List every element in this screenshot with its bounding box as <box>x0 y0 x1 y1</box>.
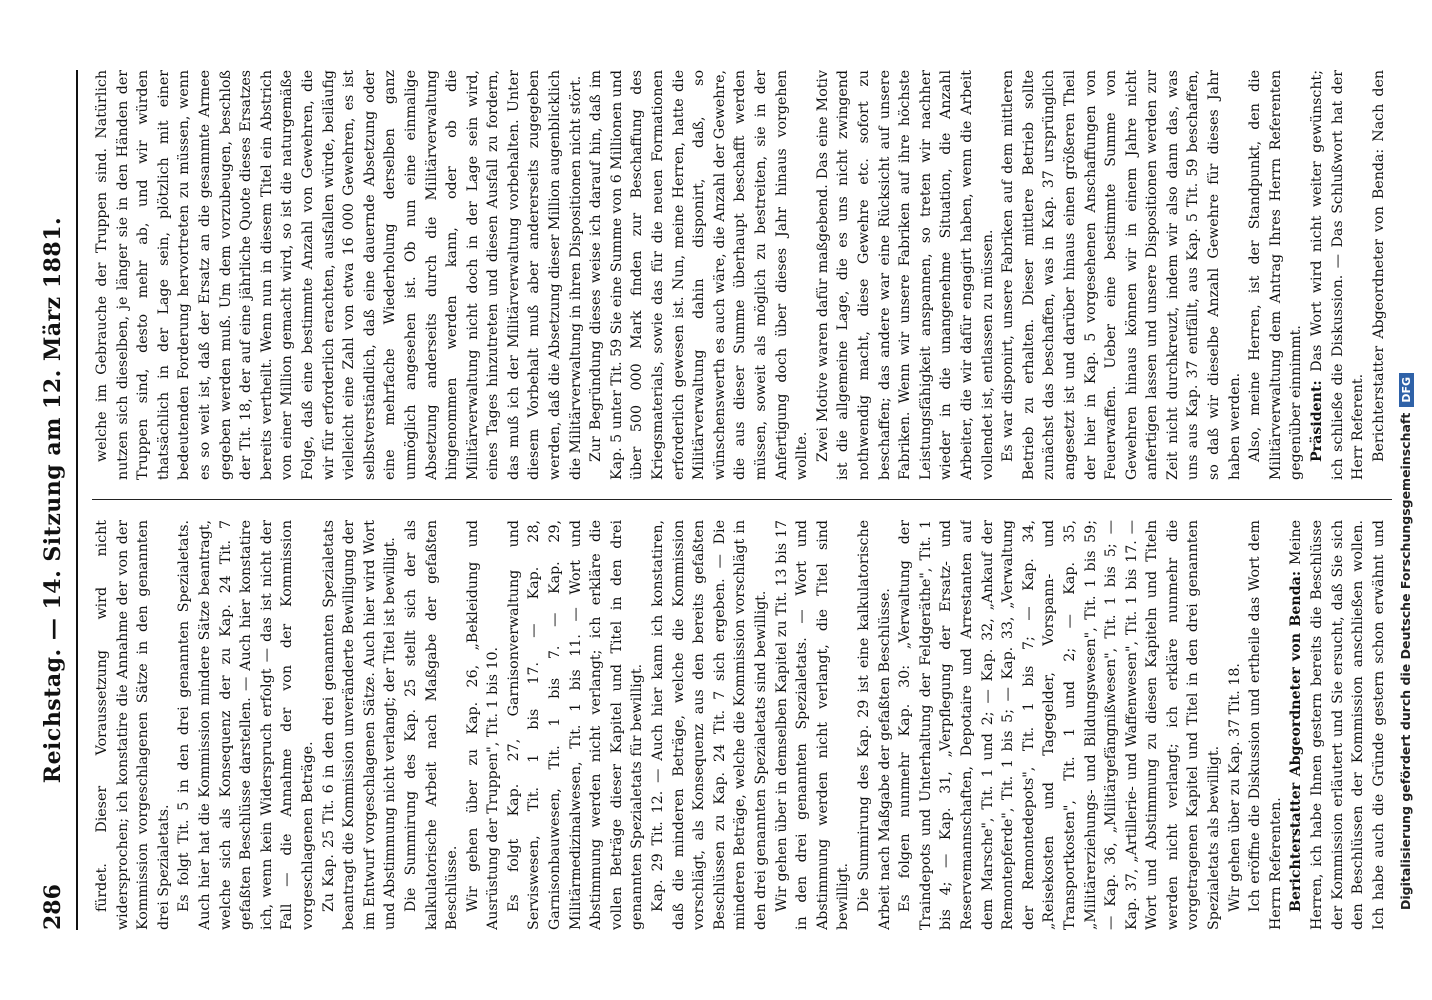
paragraph <box>1307 70 1369 480</box>
dfg-logo: DFG <box>1399 373 1414 407</box>
paragraph-text: Kap. 29 Tit. 12. — Auch hier kann ich konstatiren, daß die minderen Beträge, welche die Kommission vorschlägt, als Konsequenz aus den bereits gefaßten Beschlüssen zu Kap. 24 Tit. 7 sich ergeben. — Die minderen Beträge, welche die Kommission vorschlägt in den drei genannten Spezialetats sind bewilligt. <box>650 520 769 930</box>
paragraph-text: Wir gehen über zu Kap. 37 Tit. 18. <box>1226 663 1243 912</box>
paragraph <box>895 520 1225 930</box>
credit-text: Digitalisierung gefördert durch die Deutsche Forschungsgemeinschaft <box>1398 412 1413 910</box>
speaker-label: Präsident: <box>1309 380 1326 462</box>
paragraph-text: Es folgen nunmehr Kap. 30: „Verwaltung der Traindepots und Unterhaltung der Feldgeräthe", Tit. 1 bis 4; — Kap. 31, „Verpflegung der Ersatz- und Reservemannschaften, Depotaire und Arrestanten auf dem Marsche", Tit. 1 und 2; — Kap. 32, „Ankauf der Remontepferde", Tit. 1 bis 5; — Kap. 33, „Verwaltung der Remontedepots", Tit. 1 bis 7; — Kap. 34, „Reisekosten und Tagegelder, Vorspann- und Transportkosten", Tit. 1 und 2; — Kap. 35, „Militärerziehungs- und Bildungswesen", Tit. 1 bis 59; — Kap. 36, „Militärgefängnißwesen", Tit. 1 bis 5; — Kap. 37, „Artillerie- und Waffenwesen", Tit. 1 bis 17. — Wort und Abstimmung zu diesen Kapiteln und Titeln werden nicht verlangt; ich erkläre nunmehr die vorgetragenen Kapitel und Titel in den drei genannten Spezialetats als bewilligt. <box>897 520 1223 930</box>
paragraph <box>648 520 772 930</box>
paragraph-text: Die Summirung des Kap. 29 ist eine kalkulatorische Arbeit nach Maßgabe der gefaßten Beschlüsse. <box>855 520 893 930</box>
page-header <box>40 70 74 930</box>
speaker-label: Berichterstatter Abgeordneter von Benda: <box>1288 570 1305 912</box>
paragraph <box>998 70 1245 480</box>
right-column <box>92 70 1392 480</box>
paragraph <box>401 520 463 930</box>
paragraph-text: Zur Begründung dieses weise ich darauf hin, daß im Kap. 5 unter Tit. 59 Sie eine Summe von 6 Millionen und über 500 000 Mark finden zur Beschaffung des Kriegsmaterials, sowie das für die neuen Formationen erforderlich gewesen ist. Nun, meine Herren, hatte die Militärverwaltung dahin disponirt, daß, so wünschenswerth es auch wäre, die Anzahl der Gewehre, die aus dieser Summe überhaupt beschafft werden müssen, soweit als möglich zu bestreiten, sie in der Anfertigung doch über dieses Jahr hinaus vorgehen wollte. <box>588 70 811 480</box>
paragraph <box>586 70 813 480</box>
paragraph <box>1286 520 1392 930</box>
paragraph <box>92 520 174 930</box>
paragraph <box>504 520 648 930</box>
paragraph <box>772 520 854 930</box>
running-title: Reichstag. — 14. Sitzung am 12. März 1881. <box>40 216 66 784</box>
paragraph-text: Die Summirung des Kap. 25 stellt sich der als kalkulatorische Arbeit nach Maßgabe der gefaßten Beschlüsse. <box>402 520 461 930</box>
paragraph <box>813 70 998 480</box>
paragraph-text: Es folgt Tit. 5 in den drei genannten Spezialetats. Auch hier hat die Kommission mindere Sätze beantragt, welche sich als Konsequenz der zu Kap. 24 Tit. 7 gefaßten Beschlüsse darstellen. — Auch hier konstatire ich, wenn kein Widerspruch erfolgt — das ist nicht der Fall — die Annahme der von der Kommission vorgeschlagenen Beträge. <box>176 520 316 930</box>
paragraph-text: fürdet. Dieser Voraussetzung wird nicht widersprochen; ich konstatire die Annahme der von der Kommission vorgeschlagenen Sätze in den genannten drei Spezialetats. <box>94 520 172 930</box>
header-rule <box>76 70 78 930</box>
paragraph-text: welche im Gebrauche der Truppen sind. Natürlich nutzen sich dieselben, je länger sie in den Händen der Truppen sind, desto mehr ab, und wir würden thatsächlich in der Lage sein, plötzlich mit einer bedeutenden Forderung hervortreten zu müssen, wenn es so weit ist, daß der Ersatz an die gesammte Armee gegeben werden muß. Um dem vorzubeugen, beschloß der Tit. 18, der auf eine jährliche Quote dieses Ersatzes bereits vertheilt. Wenn nun in diesem Titel ein Abstrich von einer Million gemacht wird, so ist die naturgemäße Folge, daß eine bestimmte Anzahl von Gewehren, die wir für erforderlich erachten, ausfallen würde, beiläufig vielleicht eine Zahl von etwa 16 000 Gewehren, es ist selbstverständlich, daß eine dauernde Absetzung oder eine mehrfache Wiederholung derselben ganz unmöglich angesehen ist. Ob nun eine einmalige Absetzung anderseits durch die Militärverwaltung hingenommen werden kann, oder ob die Militärverwaltung nicht doch in der Lage sein wird, eines Tages hinzutreten und diesen Ausfall zu fordern, das muß ich der Militärverwaltung vorbehalten. Unter diesem Vorbehalt muß aber andererseits zugegeben werden, daß die Absetzung dieser Million augenblicklich die Militärverwaltung in ihren Dispositionen nicht stört. <box>94 70 584 480</box>
paragraph-text: Wir gehen über in demselben Kapitel zu Tit. 13 bis 17 in den drei genannten Spezialetats. — Wort und Abstimmung werden nicht verlangt, die Titel sind bewilligt. <box>773 520 852 930</box>
paragraph-text: Meine Herren, ich habe Ihnen gestern bereits die Beschlüsse der Kommission erläutert und Sie ersucht, daß Sie sich den Beschlüssen der Kommission anschließen wollen. Ich habe auch die Gründe gestern schon erwähnt und <box>1288 520 1387 930</box>
paragraph-text: Es folgt Kap. 27, Garnisonverwaltung und Serviswesen, Tit. 1 bis 17. — Kap. 28, Garnisonbauwesen, Tit. 1 bis 7. — Kap. 29, Militärmedizinalwesen, Tit. 1 bis 11. — Wort und Abstimmung werden nicht verlangt; ich erkläre die vollen Beträge dieser Kapitel und Titel in den drei genannten Spezialetats für bewilligt. <box>505 520 646 930</box>
text-columns <box>92 70 1392 930</box>
paragraph-text: Also, meine Herren, ist der Standpunkt, den die Militärverwaltung dem Antrag Ihres Herrn Referenten gegenüber einnimmt. <box>1247 70 1305 480</box>
left-column <box>92 520 1392 930</box>
paragraph <box>1245 70 1307 480</box>
paragraph <box>319 520 401 930</box>
paragraph-text: Zu Kap. 25 Tit. 6 in den drei genannten Spezialetats beantragt die Kommission unveränderte Bewilligung der im Entwurf vorgeschlagenen Sätze. Auch hier wird Wort und Abstimmung nicht verlangt; der Titel ist bewilligt. <box>320 520 399 930</box>
paragraph-text: Das Wort wird nicht weiter gewünscht; ich schließe die Diskussion. — Das Schlußwort hat der Herr Referent. <box>1309 70 1367 480</box>
paragraph <box>174 520 318 930</box>
paragraph <box>463 520 504 930</box>
paragraph-text: Zwei Motive waren dafür maßgebend. Das eine Motiv ist die allgemeine Lage, die es uns nicht zwingend nothwendig macht, diese Gewehre etc. sofort zu beschaffen; das andere war eine Rücksicht auf unsere Fabriken. Wenn wir unsere Fabriken auf ihre höchste Leistungsfähigkeit anspannen, so treten wir nachher wieder in die unangenehme Situation, die Anzahl Arbeiter, die wir dafür engagirt haben, wenn die Arbeit vollendet ist, entlassen zu müssen. <box>814 70 996 480</box>
column-divider <box>92 499 1392 500</box>
page-number: 286 <box>40 884 66 930</box>
digitization-credit <box>1398 376 1420 910</box>
paragraph <box>92 70 586 480</box>
paragraph-text: Wir gehen über zu Kap. 26, „Bekleidung und Ausrüstung der Truppen", Tit. 1 bis 10. <box>464 520 502 930</box>
paragraph <box>1245 520 1286 930</box>
paragraph-text: Berichterstatter Abgeordneter von Benda: Nach den <box>1370 70 1387 462</box>
paragraph-text: Ich eröffne die Diskussion und ertheile das Wort dem Herrn Referenten. <box>1247 520 1284 930</box>
paragraph <box>1369 70 1392 480</box>
paragraph <box>854 520 895 930</box>
paragraph-text: Es war disponirt, unsere Fabriken auf dem mittleren Betrieb zu erhalten. Dieser mittlere Betrieb sollte zunächst das beschaffen, was in Kap. 37 ursprünglich angesetzt ist und darüber hinaus einen größeren Theil der hier in Kap. 5 vorgesehenen Anschaffungen von Feuerwaffen. Ueber eine bestimmte Summe von Gewehren hinaus können wir in einem Jahre nicht anfertigen lassen und unsere Dispositionen werden zur Zeit nicht durchkreuzt, indem wir also dann das, was uns aus Kap. 37 entfällt, aus Kap. 5 Tit. 59 beschaffen, so daß wir dieselbe Anzahl Gewehre für dieses Jahr haben werden. <box>1000 70 1243 480</box>
paragraph <box>1225 520 1246 930</box>
